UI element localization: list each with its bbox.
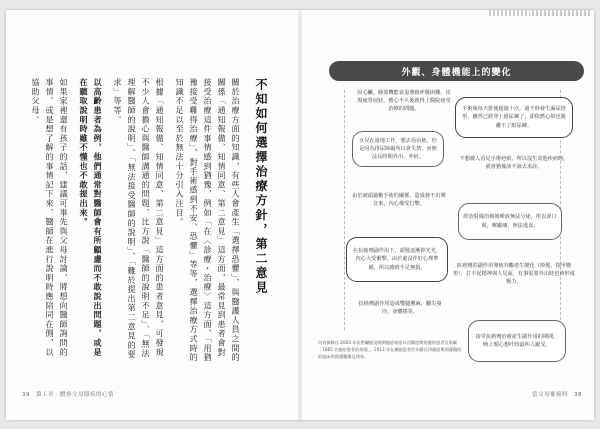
item-breathing: 因心臟、肺部機能衰退導致呼吸困難，出現疲勞症狀，擔心不久後就得上醫院接受治療的問題。 <box>357 90 451 113</box>
right-page-footer: 當父母罹癌時 38 <box>532 392 582 398</box>
section-title: 外觀、身體機能上的變化 <box>401 68 512 78</box>
item-scar: 不想被人看見手術疤痕，所以沒生其他疾病時，就會猶豫該不該去求診。 <box>459 156 569 171</box>
bubble-radiation: 經放射線治療後唾液無法分泌，所以會口渴，喉嚨痛，無法進食。 <box>458 203 562 240</box>
page-edge-marks <box>489 10 594 16</box>
bubble-hair-loss: 在抗癌劑副作用下，頭髮逐漸掉光光，內心大受衝擊，由於還沒作好心理準備，所以感到手足無措。 <box>346 237 448 282</box>
paragraph-3-emphasis: 以高齡患者為例，他們通常對醫師會有所顧慮而不敢說出問題，或是在聽取說明時雖不懂也不敢提出來。 <box>79 78 103 357</box>
section-title-bar <box>329 61 584 81</box>
bubble-nausea: 接受抗癌劑治療產生副作用的期間，晚上噁心想吐時最叫人厭受。 <box>468 320 566 362</box>
sketch-divider-left <box>344 90 345 330</box>
source-note: 內容摘錄自 2003 年針對屬癌及晚期癌症或症以回醫度期照護的患者及家屬「1665 名癌症患者的煩惱」，2013 年在屬癌患者的年齡比四顏面與照護醫院的臨床的照護醫療及問卷。 <box>318 340 462 359</box>
left-page-footer: 39 第１章 體察父母隱疾的心情 <box>22 392 114 398</box>
paragraph-2: 根據「通知報備、知情同意、第二意見」這方面的患者意見，可發現不少人會擔心與醫師溝通的問題，比方說「醫師的說明不足」、「無法理解醫師的說明」、「無法接受醫師的說明」、「難於提出第二意見的要求」等等。 <box>113 78 165 360</box>
paragraph-1: 關於治療方面的知識，有些人會產生「選擇恐懼」，與醫護人員之間的關係「通知報備、知情同意、第二意見」這方面，最常見到患者會對接受治療這件事情感到猶豫，例如「在〈診療・治療〉這方面，「用猶豫接受難得治療」，對手術感到不安、恐懼」等等，選擇治療方式時的知識不足以至於無法十分引入注目。 <box>175 78 241 363</box>
book-binding <box>297 10 303 420</box>
item-numbness: 抗癌劑副作用造成雙腿腫麻，腳尖發冷，身體搖晃。 <box>358 301 442 316</box>
item-appearance: 抗癌劑的副作用導致外觀產生變化（掉髮、指甲變形），打不起精神與人見面，有事需要外出時也會形成壓力。 <box>453 263 575 286</box>
bubble-incontinence: 手術後每天排便超過十次，還不時發生漏尿情形，雖然已經穿上紙尿褲了，卻依舊心煩也脫離不了紙尿褲。 <box>455 97 573 138</box>
left-page-body <box>18 78 271 366</box>
section-heading: 不知如何選擇治療方針，第二意見 <box>254 78 268 296</box>
vertical-text-column <box>18 78 271 366</box>
paragraph-4: 如果家裡還有孩子的話，建議可事先與父母討論，將想向醫師詢問的事情、或是想了解的事情記下來，醫師在進行說明時應陪同在側，以協助父母。 <box>31 78 69 357</box>
item-voice: 由於被頭過勸手術的關係，造成發不出聲音來，內心備受打擊。 <box>352 193 446 208</box>
bubble-travel: 女兒在還地工作，想去看看她，但是因為排尿障礙所以會失禁，而無法長時間外出、外宿。 <box>352 131 444 167</box>
